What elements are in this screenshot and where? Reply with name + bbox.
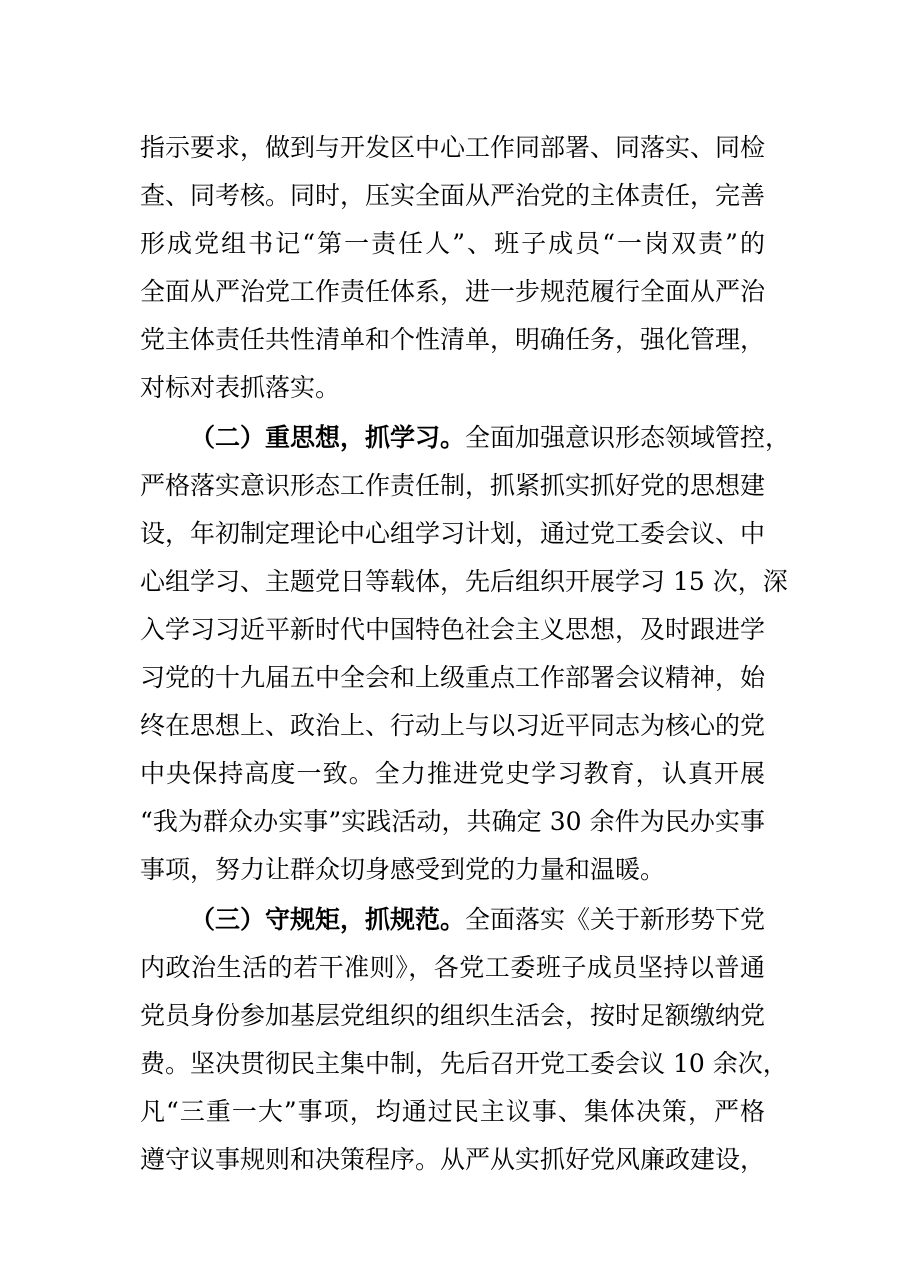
text-line: 习党的十九届五中全会和上级重点工作部署会议精神，始 <box>140 663 766 692</box>
text-run: 全面加强意识形态领域管控， <box>465 423 791 452</box>
text-line: 查、同考核。同时，压实全面从严治党的主体责任，完善 <box>140 181 766 210</box>
text-line: 党员身份参加基层党组织的组织生活会，按时足额缴纳党 <box>140 1001 766 1030</box>
paragraph-first-line <box>140 414 791 462</box>
text-line: 凡“三重一大”事项，均通过民主议事、集体决策，严格 <box>140 1097 765 1126</box>
paragraph-1 <box>140 124 765 412</box>
text-line: 对标对表抓落实。 <box>140 373 341 402</box>
text-line: 全面从严治党工作责任体系，进一步规范履行全面从严治 <box>140 277 766 306</box>
paragraph-3 <box>140 896 788 1184</box>
text-line: “我为群众办实事”实践活动，共确定 30 余件为民办实事 <box>140 807 765 836</box>
text-line: 心组学习、主题党日等载体，先后组织开展学习 15 次，深 <box>140 567 788 596</box>
text-line: 中央保持高度一致。全力推进党史学习教育，认真开展 <box>140 759 765 788</box>
text-line: 入学习习近平新时代中国特色社会主义思想，及时跟进学 <box>140 615 766 644</box>
text-line: 事项，努力让群众切身感受到党的力量和温暖。 <box>140 855 666 884</box>
text-run: 全面落实《关于新形势下党 <box>465 905 766 934</box>
section-heading: （二）重思想，抓学习。 <box>190 423 466 452</box>
text-line: 形成党组书记“第一责任人”、班子成员“一岗双责”的 <box>140 229 765 258</box>
text-line: 费。坚决贯彻民主集中制，先后召开党工委会议 10 余次， <box>140 1049 788 1078</box>
text-line: 严格落实意识形态工作责任制，抓紧抓实抓好党的思想建 <box>140 471 766 500</box>
text-line: 内政治生活的若干准则》，各党工委班子成员坚持以普通 <box>140 953 765 982</box>
text-line: 终在思想上、政治上、行动上与以习近平同志为核心的党 <box>140 711 766 740</box>
text-line: 遵守议事规则和决策程序。从严从实抓好党风廉政建设， <box>140 1145 766 1174</box>
section-heading: （三）守规矩，抓规范。 <box>190 905 466 934</box>
text-line: 指示要求，做到与开发区中心工作同部署、同落实、同检 <box>140 133 766 162</box>
text-line: 设，年初制定理论中心组学习计划，通过党工委会议、中 <box>140 519 766 548</box>
paragraph-2 <box>140 414 791 894</box>
text-line: 党主体责任共性清单和个性清单，明确任务，强化管理， <box>140 325 766 354</box>
document-page <box>140 124 791 1184</box>
paragraph-first-line <box>140 896 765 944</box>
